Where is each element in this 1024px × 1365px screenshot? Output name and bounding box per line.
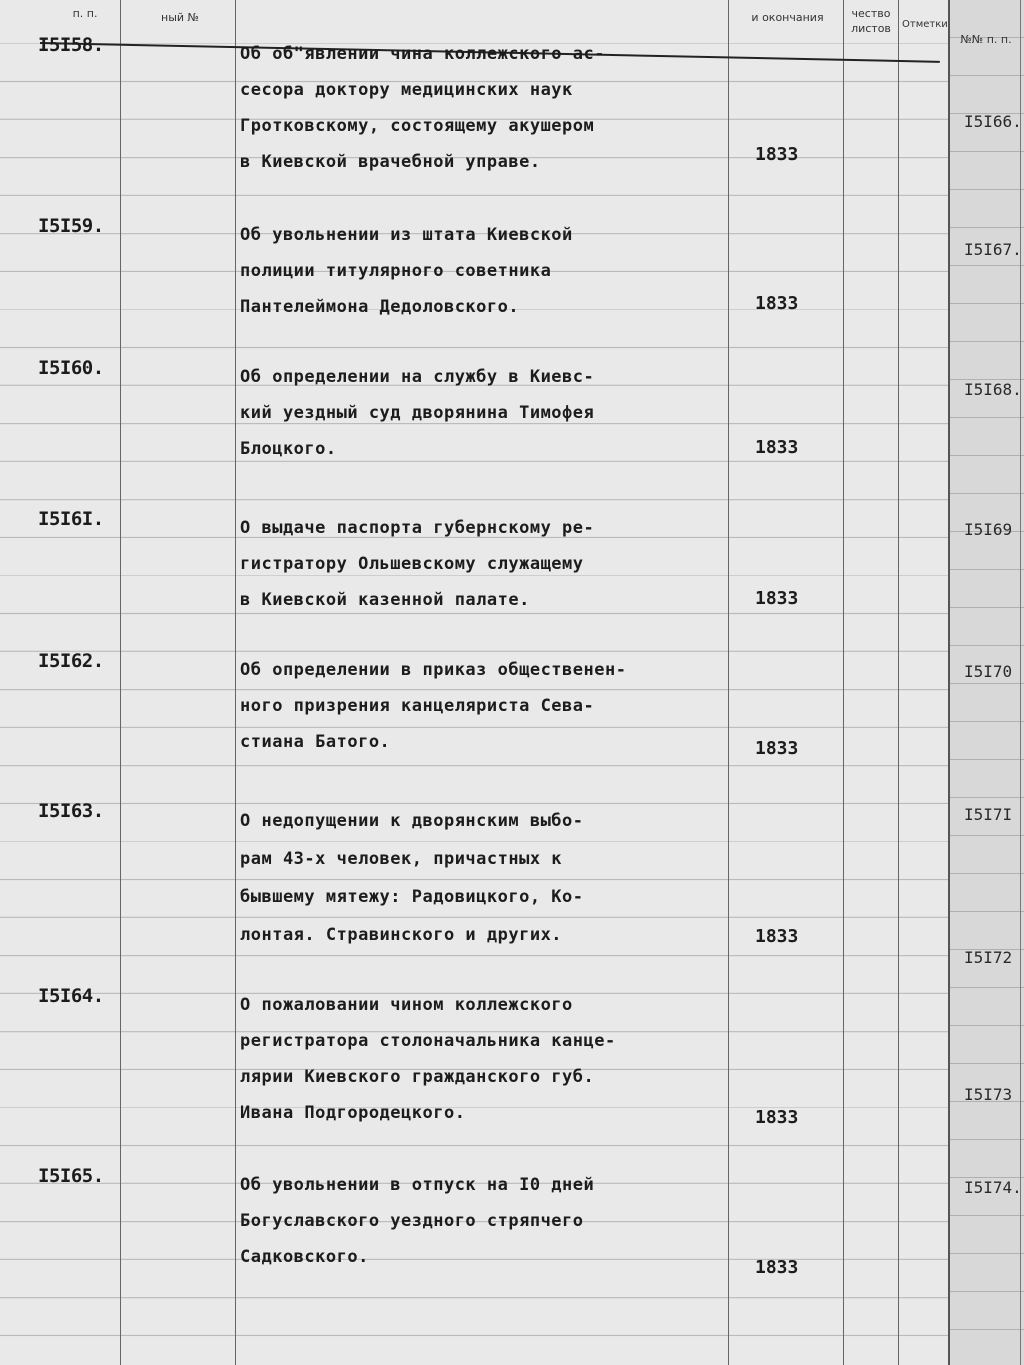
record-year: 1833 — [755, 926, 799, 947]
right-record-number: I5I69 — [964, 520, 1013, 539]
description-line: Блоцкого. — [240, 439, 337, 459]
description-line: Садковского. — [240, 1247, 369, 1267]
record-description — [240, 510, 730, 618]
right-record-number: I5I73 — [964, 1085, 1013, 1104]
record-description — [240, 359, 730, 467]
description-line: гистратору Ольшевскому служащему — [240, 554, 584, 574]
description-line: О выдаче паспорта губернскому ре- — [240, 518, 595, 538]
description-line: кий уездный суд дворянина Тимофея — [240, 403, 595, 423]
description-line: ного призрения канцеляриста Сева- — [240, 696, 595, 716]
record-description — [240, 652, 730, 760]
description-line: сесора доктору медицинских наук — [240, 80, 573, 100]
record-number: I5I58. — [38, 34, 104, 56]
header-notes: Отметки — [902, 19, 948, 30]
record-year: 1833 — [755, 293, 799, 314]
column-rule — [1020, 0, 1021, 1365]
record-description — [240, 36, 730, 180]
description-line: Гротковскому, состоящему акушером — [240, 116, 595, 136]
description-line: стиана Батого. — [240, 732, 391, 752]
right-record-number: I5I66. — [964, 112, 1022, 131]
record-year: 1833 — [755, 1107, 799, 1128]
record-description — [240, 1167, 730, 1275]
description-line: Об определении на службу в Киевс- — [240, 367, 595, 387]
right-record-number: I5I70 — [964, 662, 1013, 681]
record-year: 1833 — [755, 738, 799, 759]
right-record-number: I5I72 — [964, 948, 1013, 967]
description-line: Об увольнении в отпуск на I0 дней — [240, 1175, 595, 1195]
record-number: I5I60. — [38, 357, 104, 379]
description-line: Ивана Подгородецкого. — [240, 1103, 466, 1123]
record-year: 1833 — [755, 437, 799, 458]
record-number: I5I65. — [38, 1165, 104, 1187]
description-line: в Киевской казенной палате. — [240, 590, 530, 610]
record-number: I5I64. — [38, 985, 104, 1007]
description-line: бывшему мятежу: Радовицкого, Ко- — [240, 887, 584, 907]
record-number: I5I63. — [38, 800, 104, 822]
column-rule — [843, 0, 844, 1365]
record-number: I5I6I. — [38, 508, 104, 530]
description-line: Об об"явлении чина коллежского ас- — [240, 44, 605, 64]
description-line: рам 43-х человек, причастных к — [240, 849, 563, 869]
description-line: О недопущении к дворянским выбо- — [240, 811, 584, 831]
description-line: лонтая. Стравинского и других. — [240, 925, 563, 945]
right-record-number: I5I7I — [964, 805, 1013, 824]
record-year: 1833 — [755, 1257, 799, 1278]
record-year: 1833 — [755, 588, 799, 609]
description-line: Об увольнении из штата Киевской — [240, 225, 573, 245]
description-line: О пожаловании чином коллежского — [240, 995, 573, 1015]
column-rule — [235, 0, 236, 1365]
right-record-number: I5I67. — [964, 240, 1022, 259]
column-rule — [898, 0, 899, 1365]
record-description — [240, 802, 730, 954]
description-line: Об определении в приказ общественен- — [240, 660, 627, 680]
right-header-num: №№ п. п. — [960, 33, 1012, 46]
description-line: полиции титулярного советника — [240, 261, 552, 281]
header-num: п. п. — [72, 7, 98, 20]
record-year: 1833 — [755, 144, 799, 165]
record-description — [240, 987, 730, 1131]
right-record-number: I5I68. — [964, 380, 1022, 399]
description-line: в Киевской врачебной управе. — [240, 152, 541, 172]
header-inventory: ный № — [161, 11, 199, 24]
header-sheets: чество листов — [851, 7, 891, 36]
right-record-number: I5I74. — [964, 1178, 1022, 1197]
record-description — [240, 217, 730, 325]
next-page-edge — [948, 0, 1024, 1365]
header-dates: и окончания — [751, 11, 824, 24]
record-number: I5I62. — [38, 650, 104, 672]
description-line: Пантелеймона Дедоловского. — [240, 297, 520, 317]
description-line: регистратора столоначальника канце- — [240, 1031, 616, 1051]
description-line: Богуславского уездного стряпчего — [240, 1211, 584, 1231]
description-line: лярии Киевского гражданского губ. — [240, 1067, 595, 1087]
column-rule — [120, 0, 121, 1365]
record-number: I5I59. — [38, 215, 104, 237]
